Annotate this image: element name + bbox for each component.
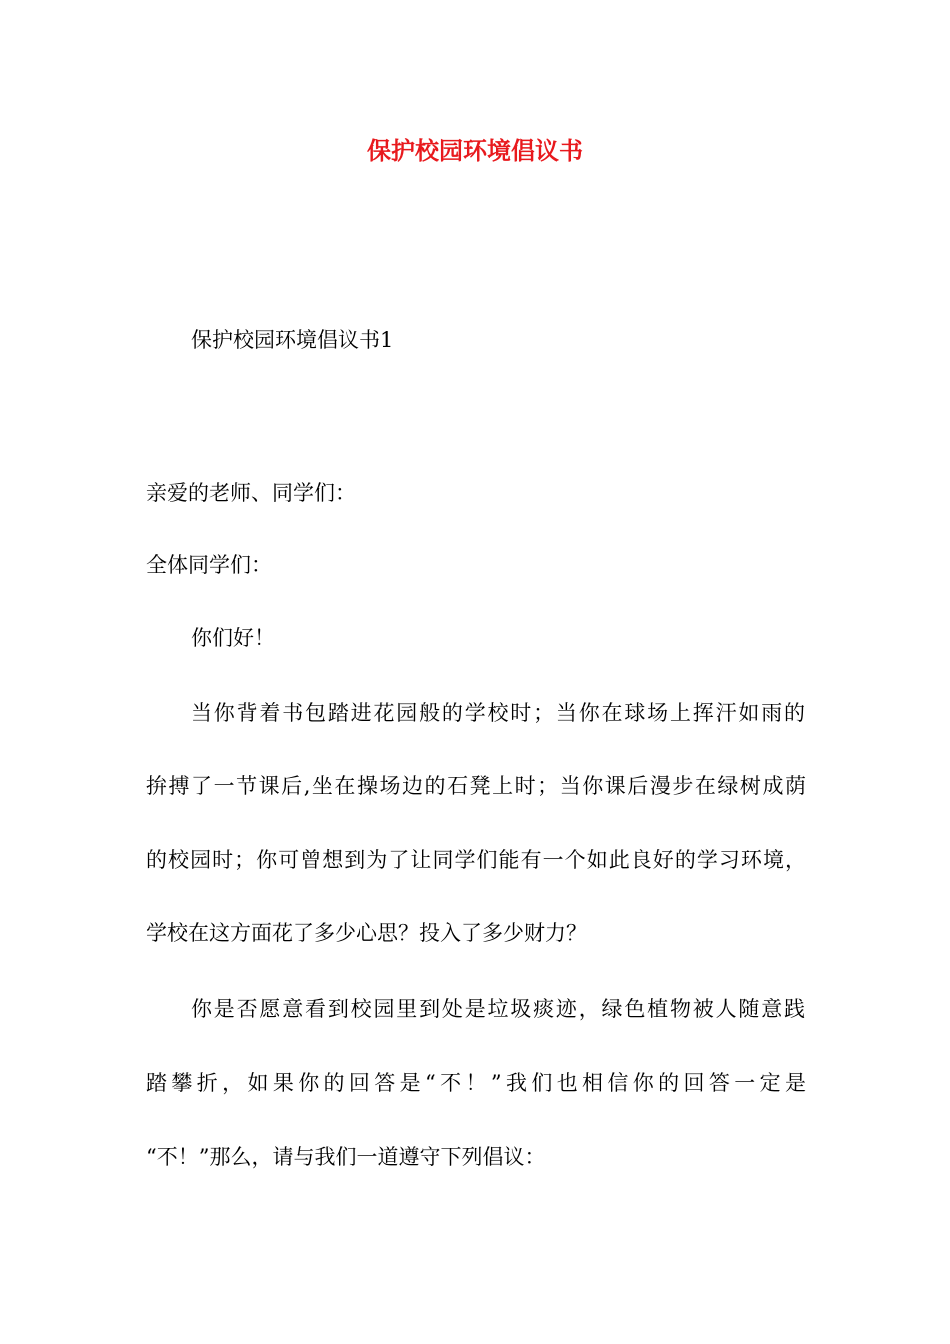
paragraph-line: 你是否愿意看到校园里到处是垃圾痰迹，绿色植物被人随意践	[191, 997, 805, 1021]
paragraph-line: 的校园时；你可曾想到为了让同学们能有一个如此良好的学习环境，	[146, 848, 806, 872]
paragraph-line: “不！”那么，请与我们一道遵守下列倡议：	[146, 1145, 546, 1169]
paragraph-line: 学校在这方面花了多少心思？投入了多少财力？	[146, 921, 587, 945]
greeting-line: 亲爱的老师、同学们：	[146, 481, 356, 505]
salutation-line: 你们好！	[191, 626, 275, 650]
section-heading: 保护校园环境倡议书1	[191, 328, 394, 352]
paragraph-line: 踏攀折，如果你的回答是“不！”我们也相信你的回答一定是	[146, 1071, 806, 1095]
greeting-line: 全体同学们：	[146, 553, 272, 577]
document-title: 保护校园环境倡议书	[367, 137, 583, 165]
paragraph-line: 当你背着书包踏进花园般的学校时；当你在球场上挥汗如雨的	[191, 701, 805, 725]
paragraph-line: 拚搏了一节课后,坐在操场边的石凳上时；当你课后漫步在绿树成荫	[146, 774, 806, 798]
